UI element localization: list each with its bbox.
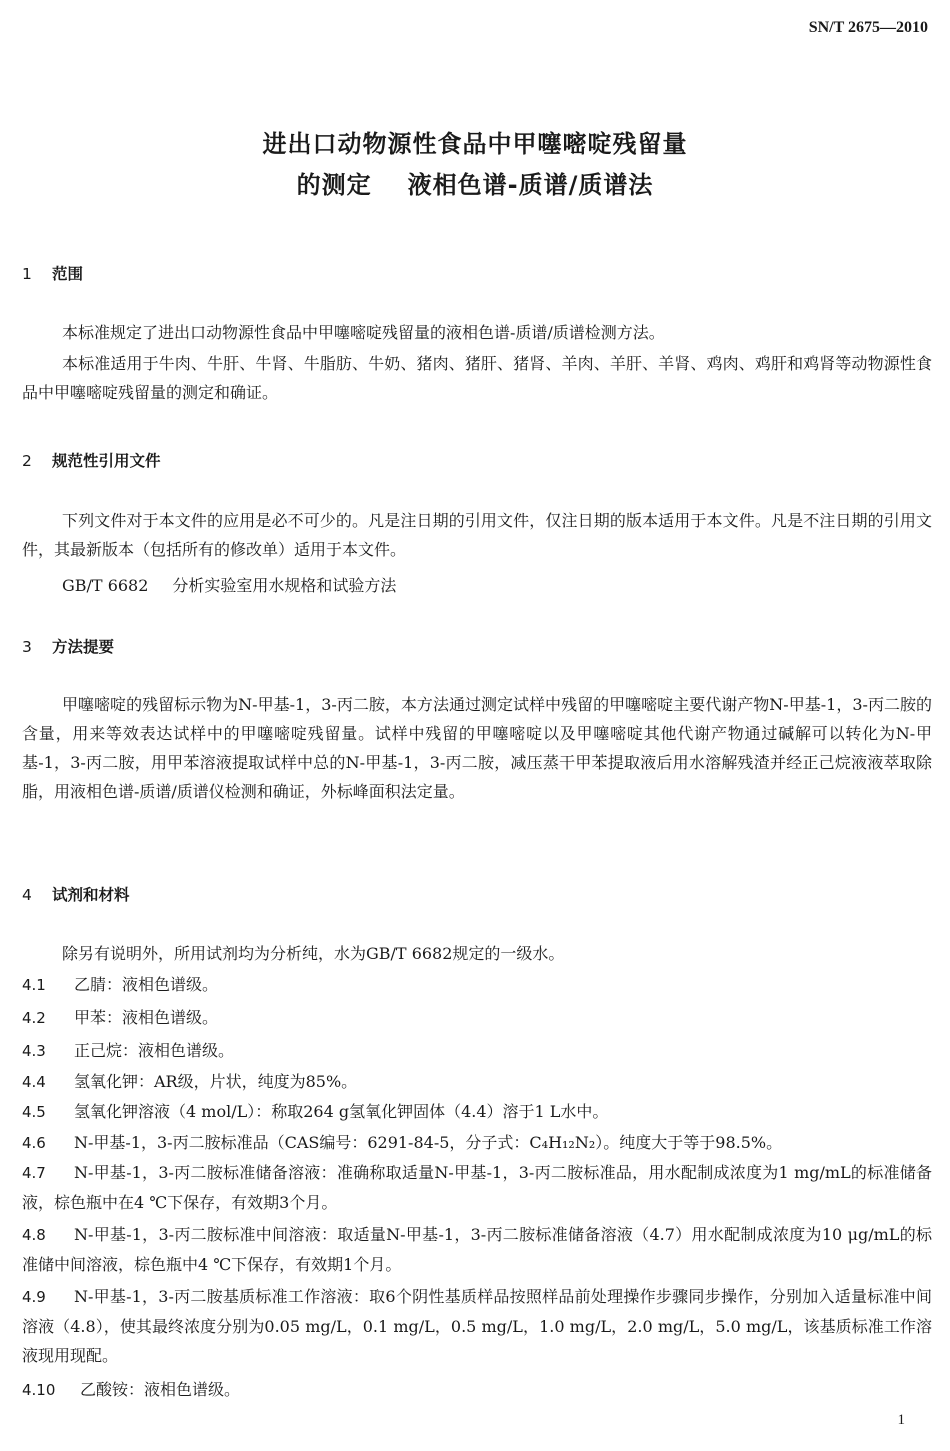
- item-number: 4.8: [22, 1226, 46, 1244]
- item-number: 4.6: [22, 1134, 46, 1152]
- list-item: [22, 1097, 932, 1127]
- list-item: [22, 1067, 932, 1097]
- section-3-heading: [22, 635, 114, 657]
- section-1-paragraph-2: 本标准适用于牛肉、牛肝、牛肾、牛脂肪、牛奶、猪肉、猪肝、猪肾、羊肉、羊肝、羊肾、鸡肉、鸡肝和鸡肾等动物源性食品中甲噻嘧啶残留量的测定和确证。: [22, 354, 932, 402]
- section-number: 4: [22, 886, 32, 904]
- item-number: 4.10: [22, 1381, 56, 1399]
- item-number: 4.3: [22, 1042, 46, 1060]
- item-number: 4.4: [22, 1073, 46, 1091]
- section-1-paragraph-1: 本标准规定了进出口动物源性食品中甲噻嘧啶残留量的液相色谱-质谱/质谱检测方法。: [62, 323, 665, 342]
- section-title: 范围: [52, 265, 84, 283]
- list-item: [22, 970, 932, 1000]
- list-item: [22, 1158, 932, 1217]
- item-text: 正己烷：液相色谱级。: [74, 1041, 235, 1060]
- list-item: [22, 1375, 932, 1405]
- item-text: 乙腈：液相色谱级。: [74, 975, 219, 994]
- item-number: 4.2: [22, 1009, 46, 1027]
- normative-reference: [62, 573, 396, 596]
- item-number: 4.5: [22, 1103, 46, 1121]
- section-4-heading: [22, 883, 130, 905]
- section-title: 试剂和材料: [52, 886, 130, 904]
- document-title-line2: [0, 165, 950, 200]
- item-text: 甲苯：液相色谱级。: [74, 1008, 219, 1027]
- item-text: N-甲基-1，3-丙二胺基质标准工作溶液：取6个阴性基质样品按照样品前处理操作步骤同步操作，分别加入适量标准中间溶液（4.8），使其最终浓度分别为0.05 mg/L，0.1 mg/L，0.5 mg/L，1.0 mg/L，2.0 mg/L，5.0 mg/L，该基质标准工作溶液现用现配。: [22, 1287, 932, 1365]
- section-1-heading: [22, 262, 83, 284]
- item-number: 4.7: [22, 1164, 46, 1182]
- item-text: N-甲基-1，3-丙二胺标准中间溶液：取适量N-甲基-1，3-丙二胺标准储备溶液（4.7）用水配制成浓度为10 μg/mL的标准储中间溶液，棕色瓶中4 ℃下保存，有效期1个月。: [22, 1225, 932, 1274]
- item-number: 4.1: [22, 976, 46, 994]
- list-item: [22, 1282, 932, 1370]
- list-item: [22, 1036, 932, 1066]
- page-number: 1: [897, 1412, 905, 1428]
- title-part-a: 的测定: [296, 171, 372, 199]
- item-text: 乙酸铵：液相色谱级。: [80, 1380, 241, 1399]
- reference-title: 分析实验室用水规格和试验方法: [172, 576, 397, 595]
- item-text: 氢氧化钾：AR级，片状，纯度为85%。: [74, 1072, 358, 1091]
- section-title: 规范性引用文件: [52, 452, 161, 470]
- title-part-b: 液相色谱-质谱/质谱法: [407, 171, 654, 199]
- section-title: 方法提要: [52, 638, 115, 656]
- section-3-paragraph-1: 甲噻嘧啶的残留标示物为N-甲基-1，3-丙二胺，本方法通过测定试样中残留的甲噻嘧啶主要代谢产物N-甲基-1，3-丙二胺的含量，用来等效表达试样中的甲噻嘧啶残留量。试样中残留的甲噻嘧啶以及甲噻嘧啶其他代谢产物通过碱解可以转化为N-甲基-1，3-丙二胺，用甲苯溶液提取试样中总的N-甲基-1，3-丙二胺，减压蒸干甲苯提取液后用水溶解残渣并经正己烷液液萃取除脂，用液相色谱-质谱/质谱仪检测和确证，外标峰面积法定量。: [22, 695, 932, 801]
- standard-code: SN/T 2675—2010: [808, 19, 928, 36]
- item-text: 氢氧化钾溶液（4 mol/L）：称取264 g氢氧化钾固体（4.4）溶于1 L水中。: [74, 1102, 609, 1121]
- item-text: N-甲基-1，3-丙二胺标准储备溶液：准确称取适量N-甲基-1，3-丙二胺标准品，用水配制成浓度为1 mg/mL的标准储备液，棕色瓶中在4 ℃下保存，有效期3个月。: [22, 1163, 932, 1212]
- reference-code: GB/T 6682: [62, 576, 149, 595]
- item-number: 4.9: [22, 1288, 46, 1306]
- item-text: N-甲基-1，3-丙二胺标准品（CAS编号：6291-84-5，分子式：C₄H₁₂N₂）。纯度大于等于98.5%。: [74, 1133, 783, 1152]
- section-4-intro: 除另有说明外，所用试剂均为分析纯，水为GB/T 6682规定的一级水。: [62, 944, 565, 963]
- section-2-heading: [22, 449, 161, 471]
- section-2-paragraph-1: 下列文件对于本文件的应用是必不可少的。凡是注日期的引用文件，仅注日期的版本适用于本文件。凡是不注日期的引用文件，其最新版本（包括所有的修改单）适用于本文件。: [22, 511, 932, 559]
- section-number: 1: [22, 265, 32, 283]
- section-number: 2: [22, 452, 32, 470]
- list-item: [22, 1128, 932, 1158]
- section-number: 3: [22, 638, 32, 656]
- list-item: [22, 1220, 932, 1279]
- list-item: [22, 1003, 932, 1033]
- document-title-line1: 进出口动物源性食品中甲噻嘧啶残留量: [262, 130, 688, 158]
